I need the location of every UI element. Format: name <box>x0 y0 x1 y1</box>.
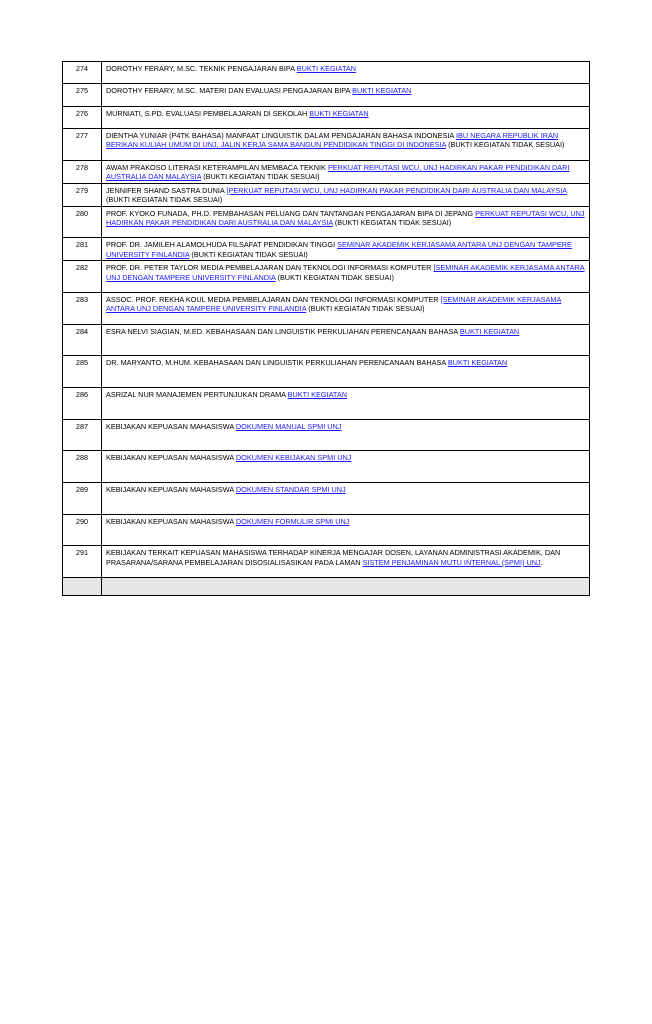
row-number: 283 <box>63 292 102 324</box>
description-text: DOROTHY FERARY, M.SC. MATERI DAN EVALUASI PENGAJARAN BIPA <box>106 86 353 96</box>
description-text: PROF. KYOKO FUNADA, PH.D. PEMBAHASAN PELUANG DAN TANTANGAN PENGAJARAN BIPA DI JEPANG <box>106 208 476 218</box>
evidence-link[interactable]: BUKTI KEGIATAN <box>459 326 520 336</box>
table-row <box>63 419 590 451</box>
row-description <box>102 419 590 451</box>
table-row <box>63 324 590 356</box>
evidence-note: (BUKTI KEGIATAN TIDAK SESUAI) <box>446 140 565 150</box>
evidence-note: (BUKTI KEGIATAN TIDAK SESUAI) <box>106 195 223 205</box>
row-number-cell <box>63 578 102 596</box>
table-row <box>63 514 590 546</box>
evidence-link[interactable]: BUKTI KEGIATAN <box>287 390 347 400</box>
description-text: AWAM PRAKOSO LITERASI KETERAMPILAN MEMBACA TEKNIK <box>106 162 328 172</box>
evidence-note: (BUKTI KEGIATAN TIDAK SESUAI) <box>275 272 394 282</box>
description-text: DR. MARYANTO, M.HUM. KEBAHASAAN DAN LINGUISTIK PERKULIAHAN PERENCANAAN BAHASA <box>106 358 448 368</box>
row-number: 287 <box>63 419 102 451</box>
evidence-link[interactable]: PERKUAT REPUTASI WCU, UNJ HADIRKAN PAKAR PENDIDIKAN DARI AUSTRALIA DAN MALAYSIA <box>106 162 570 182</box>
document-table <box>62 61 590 596</box>
evidence-link[interactable]: DOKUMEN MANUAL SPMI UNJ <box>235 421 342 431</box>
row-number: 277 <box>63 128 102 160</box>
description-text: JENNIFER SHAND SASTRA DUNIA <box>106 185 227 195</box>
row-number: 284 <box>63 324 102 356</box>
row-description <box>102 324 590 356</box>
evidence-link[interactable]: DOKUMEN FORMULIR SPMI UNJ <box>235 516 350 526</box>
row-description <box>102 261 590 293</box>
description-text: KEBIJAKAN KEPUASAN MAHASISWA <box>106 485 236 495</box>
row-number: 279 <box>63 183 102 206</box>
row-description <box>102 356 590 388</box>
row-number: 290 <box>63 514 102 546</box>
row-number: 274 <box>63 62 102 84</box>
evidence-note: . <box>540 557 543 567</box>
row-number: 289 <box>63 483 102 515</box>
evidence-link[interactable]: SISTEM PENJAMINAN MUTU INTERNAL (SPMI) UNJ <box>362 557 541 567</box>
table-row <box>63 106 590 128</box>
description-text: PROF. DR. PETER TAYLOR MEDIA PEMBELAJARAN DAN TEKNOLOGI INFORMASI KOMPUTER <box>106 263 434 273</box>
row-description <box>102 388 590 420</box>
row-description <box>102 106 590 128</box>
row-number: 275 <box>63 84 102 106</box>
row-description <box>102 62 590 84</box>
row-number: 276 <box>63 106 102 128</box>
evidence-note: (BUKTI KEGIATAN TIDAK SESUAI) <box>201 172 320 182</box>
row-description <box>102 451 590 483</box>
table-row <box>63 206 590 238</box>
evidence-link[interactable]: BUKTI KEGIATAN <box>352 86 412 96</box>
evidence-link[interactable]: IBU NEGARA REPUBLIK IRAN BERIKAN KULIAH UMUM DI UNJ, JALIN KERJA SAMA BANGUN PENDIDIKAN TINGGI DI INDONESIA <box>106 130 559 150</box>
evidence-note: (BUKTI KEGIATAN TIDAK SESUAI) <box>332 218 452 228</box>
description-text: DOROTHY FERARY, M.SC. TEKNIK PENGAJARAN BIPA <box>106 64 297 73</box>
description-text: ESRA NELVI SIAGIAN, M.ED. KEBAHASAAN DAN LINGUISTIK PERKULIAHAN PERENCANAAN BAHASA <box>106 326 460 336</box>
evidence-note: (BUKTI KEGIATAN TIDAK SESUAI) <box>189 249 308 259</box>
table-row <box>63 546 590 578</box>
description-text: ASSOC. PROF. REKHA KOUL MEDIA PEMBELAJARAN DAN TEKNOLOGI INFORMASI KOMPUTER <box>106 294 441 304</box>
table-row <box>63 128 590 160</box>
description-text: KEBIJAKAN KEPUASAN MAHASISWA <box>106 453 236 463</box>
table-row <box>63 451 590 483</box>
evidence-link[interactable]: PERKUAT REPUTASI WCU, UNJ HADIRKAN PAKAR PENDIDIKAN DARI AUSTRALIA DAN MALAYSIA <box>106 208 585 228</box>
description-text: KEBIJAKAN TERKAIT KEPUASAN MAHASISWA TERHADAP KINERJA MENGAJAR DOSEN, LAYANAN ADMINISTRASI AKADEMIK, DAN PRASARANA/SARANA PEMBELAJARAN DISOSIALISASIKAN PADA LAMAN <box>106 548 561 567</box>
row-number: 281 <box>63 238 102 261</box>
row-number: 282 <box>63 261 102 293</box>
row-description <box>102 238 590 261</box>
table-row <box>63 356 590 388</box>
table-body <box>63 62 590 596</box>
row-description <box>102 546 590 578</box>
row-description <box>102 514 590 546</box>
row-description <box>102 128 590 160</box>
evidence-link[interactable]: [SEMINAR AKADEMIK KERJASAMA ANTARA UNJ DENGAN TAMPERE UNIVERSITY FINLANDIA <box>106 294 562 314</box>
row-description <box>102 483 590 515</box>
row-number: 288 <box>63 451 102 483</box>
row-number: 278 <box>63 160 102 183</box>
table-row <box>63 292 590 324</box>
description-text: ASRIZAL NUR MANAJEMEN PERTUNJUKAN DRAMA <box>106 390 288 400</box>
row-description <box>102 292 590 324</box>
evidence-link[interactable]: BUKTI KEGIATAN <box>447 358 508 368</box>
evidence-link[interactable]: DOKUMEN STANDAR SPMI UNJ <box>235 485 346 495</box>
description-text: KEBIJAKAN KEPUASAN MAHASISWA <box>106 421 236 431</box>
description-text: DIENTHA YUNIAR (P4TK BAHASA) MANFAAT LINGUISTIK DALAM PENGAJARAN BAHASA INDONESIA <box>106 130 456 140</box>
evidence-link[interactable]: BUKTI KEGIATAN <box>296 64 357 73</box>
row-description <box>102 84 590 106</box>
evidence-link[interactable]: DOKUMEN KEBIJAKAN SPMI UNJ <box>235 453 352 463</box>
table-row <box>63 84 590 106</box>
table-row <box>63 238 590 261</box>
table-row <box>63 62 590 84</box>
table-row <box>63 261 590 293</box>
evidence-link[interactable]: SEMINAR AKADEMIK KERJASAMA ANTARA UNJ DENGAN TAMPERE UNIVERSITY FINLANDIA <box>106 240 572 259</box>
row-content-cell <box>102 578 590 596</box>
table-row <box>63 160 590 183</box>
description-text: MURNIATI, S.PD. EVALUASI PEMBELAJARAN DI SEKOLAH <box>106 108 310 118</box>
empty-shaded-row <box>63 578 590 596</box>
description-text: KEBIJAKAN KEPUASAN MAHASISWA <box>106 516 236 526</box>
evidence-link[interactable]: [SEMINAR AKADEMIK KERJASAMA ANTARA UNJ DENGAN TAMPERE UNIVERSITY FINLANDIA <box>106 263 585 282</box>
evidence-link[interactable]: BUKTI KEGIATAN <box>309 108 369 118</box>
row-number: 286 <box>63 388 102 420</box>
row-number: 291 <box>63 546 102 578</box>
table-row <box>63 388 590 420</box>
row-number: 280 <box>63 206 102 238</box>
evidence-note: (BUKTI KEGIATAN TIDAK SESUAI) <box>306 304 425 314</box>
description-text: PROF. DR. JAMILEH ALAMOLHUDA FILSAFAT PENDIDIKAN TINGGI <box>106 240 338 250</box>
row-description <box>102 206 590 238</box>
row-number: 285 <box>63 356 102 388</box>
evidence-link[interactable]: [PERKUAT REPUTASI WCU, UNJ HADIRKAN PAKAR PENDIDIKAN DARI AUSTRALIA DAN MALAYSIA <box>226 185 567 195</box>
table-row <box>63 183 590 206</box>
table-row <box>63 483 590 515</box>
row-description <box>102 160 590 183</box>
row-description <box>102 183 590 206</box>
